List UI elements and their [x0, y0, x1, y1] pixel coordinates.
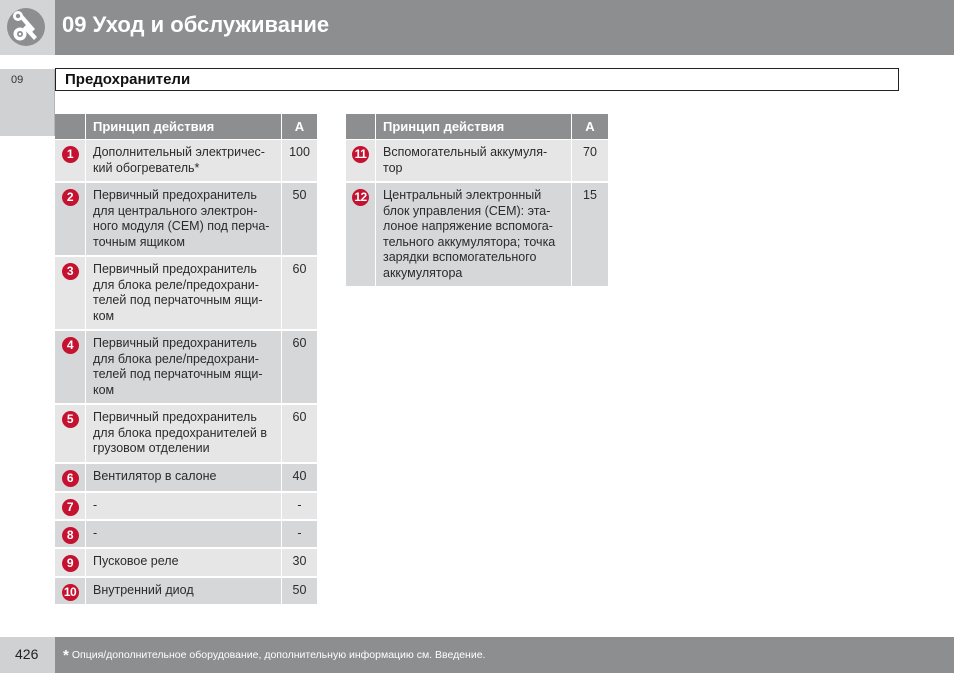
fuse-function-cell: Первичный предохранитель для блока реле/предохрани- телей под перчаточным ящи- ком	[86, 257, 282, 331]
fuse-number-badge: 2	[62, 189, 79, 206]
fuse-number-cell	[55, 331, 86, 405]
table-row	[55, 140, 317, 183]
table-row	[55, 521, 317, 549]
fuse-function-cell: Вспомогательный аккумуля- тор	[376, 140, 572, 183]
table-row	[55, 183, 317, 257]
fuse-function-cell: -	[86, 493, 282, 521]
fuse-amperage-cell: -	[282, 521, 317, 549]
header-amp-cell: А	[282, 114, 317, 140]
header-num-cell	[346, 114, 376, 140]
page-header	[0, 0, 954, 55]
fuse-amperage-cell: 15	[572, 183, 608, 288]
fuse-function-cell: Первичный предохранитель для блока предохранителей в грузовом отделении	[86, 405, 282, 464]
fuse-number-badge: 10	[62, 584, 79, 601]
table-row	[55, 464, 317, 493]
table-row	[346, 140, 608, 183]
table-row	[55, 405, 317, 464]
section-title: Предохранители	[65, 71, 191, 88]
fuse-function-cell: Первичный предохранитель для блока реле/предохрани- телей под перчаточным ящи- ком	[86, 331, 282, 405]
fuse-amperage-cell: 40	[282, 464, 317, 493]
table-row	[55, 578, 317, 606]
footnote-text: Опция/дополнительное оборудование, дополнительную информацию см. Введение.	[71, 649, 486, 661]
page-title: 09 Уход и обслуживание	[62, 12, 330, 37]
chapter-tab	[0, 69, 55, 136]
page-number-box	[0, 637, 55, 673]
fuse-number-badge: 3	[62, 263, 79, 280]
fuse-number-cell	[55, 257, 86, 331]
fuse-number-cell	[55, 183, 86, 257]
chapter-tab-label: 09	[11, 74, 24, 86]
table-header-row	[55, 114, 317, 140]
fuse-amperage-cell: 70	[572, 140, 608, 183]
page-footer	[0, 637, 954, 673]
fuse-number-cell	[55, 140, 86, 183]
header-num-cell	[55, 114, 86, 140]
fuse-amperage-cell: 50	[282, 578, 317, 606]
fuse-amperage-cell: 60	[282, 257, 317, 331]
fuse-table-left	[55, 114, 317, 606]
fuse-number-badge: 4	[62, 337, 79, 354]
fuse-number-cell	[55, 405, 86, 464]
fuse-table-right	[346, 114, 608, 288]
fuse-function-cell: Центральный электронный блок управления (CEM): эта- лоное напряжение вспомога- тельного аккумулятора; точка зарядки вспомогательного аккумулятора	[376, 183, 572, 288]
fuse-number-badge: 1	[62, 146, 79, 163]
table-row	[55, 493, 317, 521]
table-body	[346, 140, 608, 288]
fuse-amperage-cell: 60	[282, 331, 317, 405]
section-header	[55, 68, 899, 91]
fuse-number-badge: 5	[62, 411, 79, 428]
fuse-amperage-cell: 60	[282, 405, 317, 464]
fuse-number-cell	[346, 140, 376, 183]
fuse-function-cell: Вентилятор в салоне	[86, 464, 282, 493]
page-number: 426	[15, 646, 39, 662]
fuse-function-cell: Пусковое реле	[86, 549, 282, 578]
wrench-gear-icon	[6, 7, 46, 47]
fuse-amperage-cell: 50	[282, 183, 317, 257]
fuse-number-badge: 6	[62, 470, 79, 487]
header-function-cell: Принцип действия	[86, 114, 282, 140]
fuse-amperage-cell: -	[282, 493, 317, 521]
table-row	[55, 257, 317, 331]
fuse-number-badge: 7	[62, 499, 79, 516]
header-amp-cell: А	[572, 114, 608, 140]
header-function-cell: Принцип действия	[376, 114, 572, 140]
fuse-function-cell: Дополнительный электричес- кий обогреватель*	[86, 140, 282, 183]
table-row	[346, 183, 608, 288]
table-body	[55, 140, 317, 606]
fuse-number-cell	[55, 578, 86, 606]
table-row	[55, 549, 317, 578]
fuse-number-badge: 12	[352, 189, 369, 206]
fuse-number-cell	[55, 493, 86, 521]
fuse-function-cell: -	[86, 521, 282, 549]
fuse-amperage-cell: 30	[282, 549, 317, 578]
footnote	[63, 647, 485, 664]
fuse-number-badge: 11	[352, 146, 369, 163]
footnote-star: *	[63, 647, 69, 664]
fuse-number-cell	[346, 183, 376, 288]
table-header-row	[346, 114, 608, 140]
fuse-number-badge: 8	[62, 527, 79, 544]
fuse-function-cell: Первичный предохранитель для центрального электрон- ного модуля (CEM) под перча- точным ящиком	[86, 183, 282, 257]
fuse-number-cell	[55, 521, 86, 549]
fuse-number-badge: 9	[62, 555, 79, 572]
chapter-icon-box	[0, 0, 55, 55]
fuse-function-cell: Внутренний диод	[86, 578, 282, 606]
table-row	[55, 331, 317, 405]
fuse-amperage-cell: 100	[282, 140, 317, 183]
fuse-number-cell	[55, 464, 86, 493]
fuse-number-cell	[55, 549, 86, 578]
